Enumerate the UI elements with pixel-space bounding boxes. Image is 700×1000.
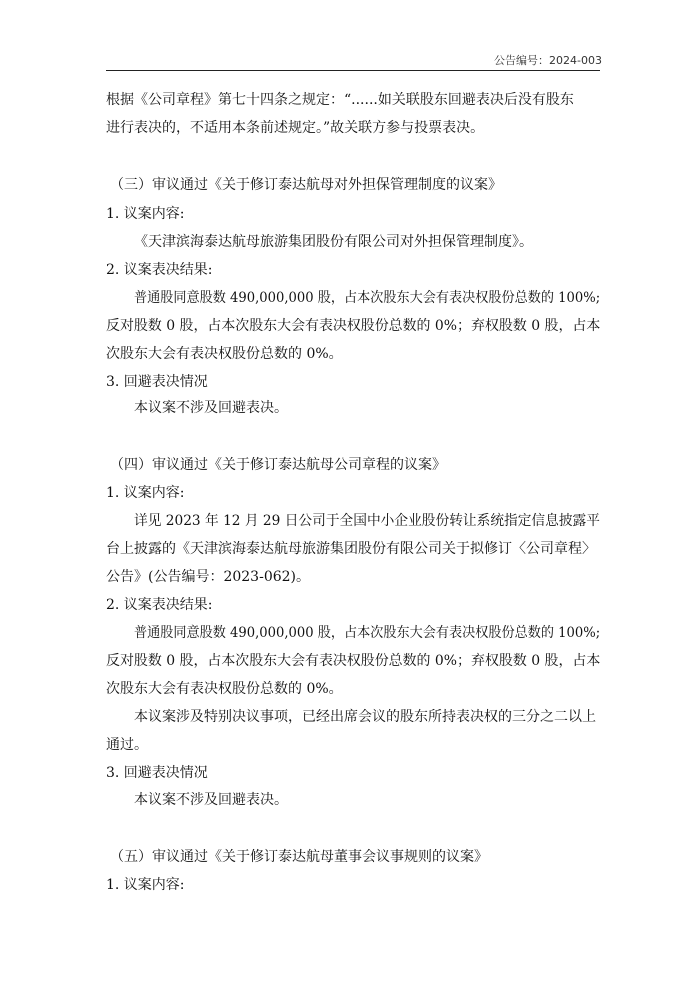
page-header-code: 公告编号：2024-003 [494,54,602,67]
section-5-item-1: 1. 议案内容: [106,877,185,893]
intro-line-1: 根据《公司章程》第七十四条之规定：“......如关联股东回避表决后没有股东 [106,92,574,108]
header-rule [106,70,600,71]
section-3-item-1: 1. 议案内容: [106,206,185,222]
section-4-result-line-1: 普通股同意股数 490,000,000 股，占本次股东大会有表决权股份总数的 100%; [134,625,601,641]
section-4-item-3: 3. 回避表决情况 [106,765,208,781]
section-3-avoid: 本议案不涉及回避表决。 [134,400,288,416]
section-4-result-line-3: 次股东大会有表决权股份总数的 0%。 [106,681,343,697]
section-4-content-line-3: 公告》(公告编号：2023-062)。 [106,569,311,585]
section-3-item-3: 3. 回避表决情况 [106,374,208,390]
section-3-title: （三）审议通过《关于修订泰达航母对外担保管理制度的议案》 [110,177,502,193]
section-3-content: 《天津滨海泰达航母旅游集团股份有限公司对外担保管理制度》。 [134,234,533,250]
section-3-result-line-3: 次股东大会有表决权股份总数的 0%。 [106,346,343,362]
section-4-title: （四）审议通过《关于修订泰达航母公司章程的议案》 [110,457,446,473]
section-4-item-1: 1. 议案内容: [106,485,185,501]
section-4-content-line-1: 详见 2023 年 12 月 29 日公司于全国中小企业股份转让系统指定信息披露平 [134,513,600,529]
section-5-title: （五）审议通过《关于修订泰达航母董事会议事规则的议案》 [110,849,488,865]
section-4-item-2: 2. 议案表决结果: [106,597,213,613]
section-4-result-line-2: 反对股数 0 股，占本次股东大会有表决权股份总数的 0%；弃权股数 0 股，占本 [106,653,601,669]
section-3-result-line-2: 反对股数 0 股，占本次股东大会有表决权股份总数的 0%；弃权股数 0 股，占本 [106,318,601,334]
section-4-special-line-1: 本议案涉及特别决议事项，已经出席会议的股东所持表决权的三分之二以上 [134,709,596,725]
section-3-item-2: 2. 议案表决结果: [106,262,213,278]
section-4-content-line-2: 台上披露的《天津滨海泰达航母旅游集团股份有限公司关于拟修订〈公司章程〉 [106,541,596,557]
section-4-avoid: 本议案不涉及回避表决。 [134,792,288,808]
section-3-result-line-1: 普通股同意股数 490,000,000 股，占本次股东大会有表决权股份总数的 100%; [134,290,601,306]
section-4-special-line-2: 通过。 [106,737,148,753]
intro-line-2: 进行表决的，不适用本条前述规定。”故关联方参与投票表决。 [106,120,485,136]
